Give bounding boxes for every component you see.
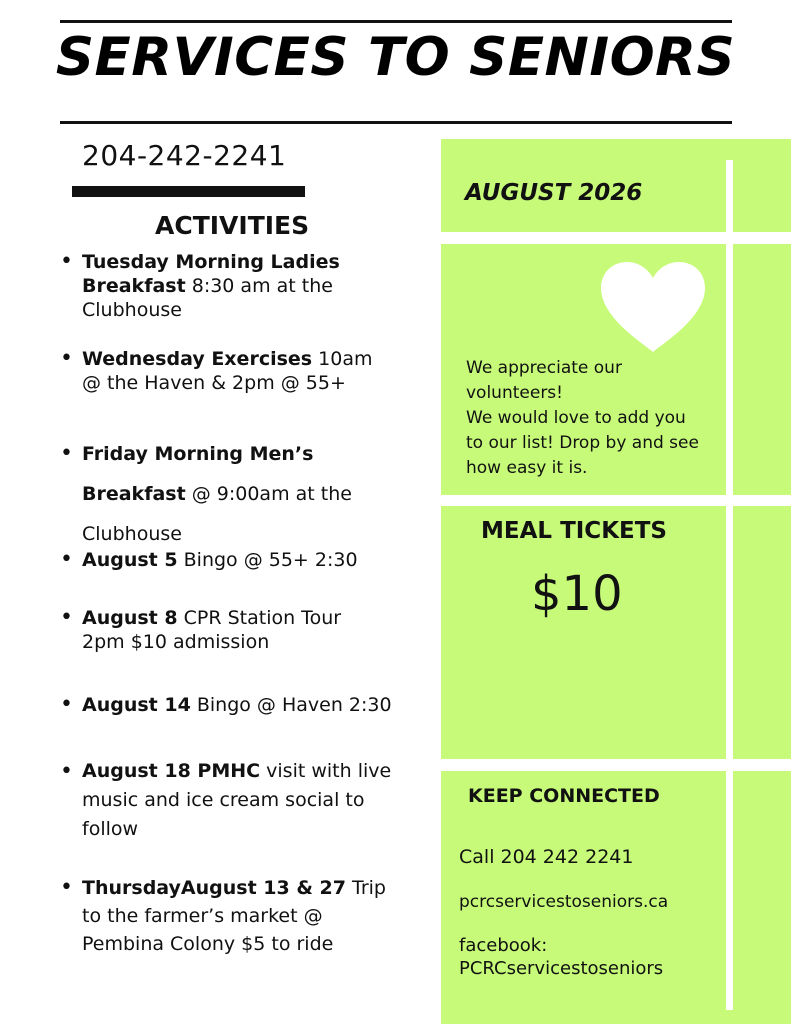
activity-item xyxy=(82,548,412,572)
page-title: SERVICES TO SENIORS xyxy=(55,27,736,88)
activity-item xyxy=(82,606,382,654)
activity-details: CPR Station Tour 2pm $10 admission xyxy=(82,607,342,653)
activities-heading: ACTIVITIES xyxy=(155,211,310,240)
activity-details: 10am @ the Haven & 2pm @ 55+ xyxy=(82,348,373,394)
activity-details: 8:30 am at the Clubhouse xyxy=(82,275,333,321)
meal-tickets-heading: MEAL TICKETS xyxy=(481,518,667,544)
activity-title: Wednesday Exercises xyxy=(82,348,313,370)
activity-title: ThursdayAugust 13 & 27 xyxy=(82,877,346,899)
activity-details: Bingo @ Haven 2:30 xyxy=(190,694,392,716)
activity-title: August 14 xyxy=(82,694,191,716)
website-link[interactable]: pcrcservicestoseniors.ca xyxy=(459,892,669,912)
phone-underline xyxy=(72,186,305,197)
activity-details: visit with live music and ice cream social to follow xyxy=(82,760,392,840)
activity-details: @ 9:00am at the Clubhouse xyxy=(82,483,352,545)
title-bottom-rule xyxy=(60,121,732,124)
volunteers-invite: We would love to add you to our list! Drop by and see how easy it is. xyxy=(466,408,699,478)
activity-item xyxy=(82,250,412,322)
heart-icon xyxy=(599,260,707,354)
month-heading: AUGUST 2026 xyxy=(465,180,643,206)
meal-ticket-price: $10 xyxy=(531,566,623,622)
activity-details: Bingo @ 55+ 2:30 xyxy=(177,549,358,571)
activity-details: Trip to the farmer’s market @ Pembina Colony $5 to ride xyxy=(82,877,386,955)
phone-number: 204-242-2241 xyxy=(82,139,287,172)
activity-title: Friday Morning Men’s Breakfast xyxy=(82,443,314,505)
activity-title: August 5 xyxy=(82,549,178,571)
activity-title: Tuesday Morning Ladies Breakfast xyxy=(82,251,340,297)
activity-item xyxy=(82,434,382,554)
keep-connected-heading: KEEP CONNECTED xyxy=(468,785,660,807)
activity-item xyxy=(82,757,407,844)
activity-title: August 8 xyxy=(82,607,178,629)
sidebar-divider xyxy=(726,160,733,1010)
volunteers-thanks: We appreciate our volunteers! xyxy=(466,358,622,403)
contact-phone: Call 204 242 2241 xyxy=(459,846,634,868)
volunteers-message xyxy=(466,356,706,481)
activity-item xyxy=(82,874,392,958)
activity-item xyxy=(82,347,392,395)
facebook-link[interactable]: facebook: PCRCservicestoseniors xyxy=(459,935,664,979)
activity-title: August 18 PMHC xyxy=(82,760,261,782)
activity-item xyxy=(82,693,412,717)
